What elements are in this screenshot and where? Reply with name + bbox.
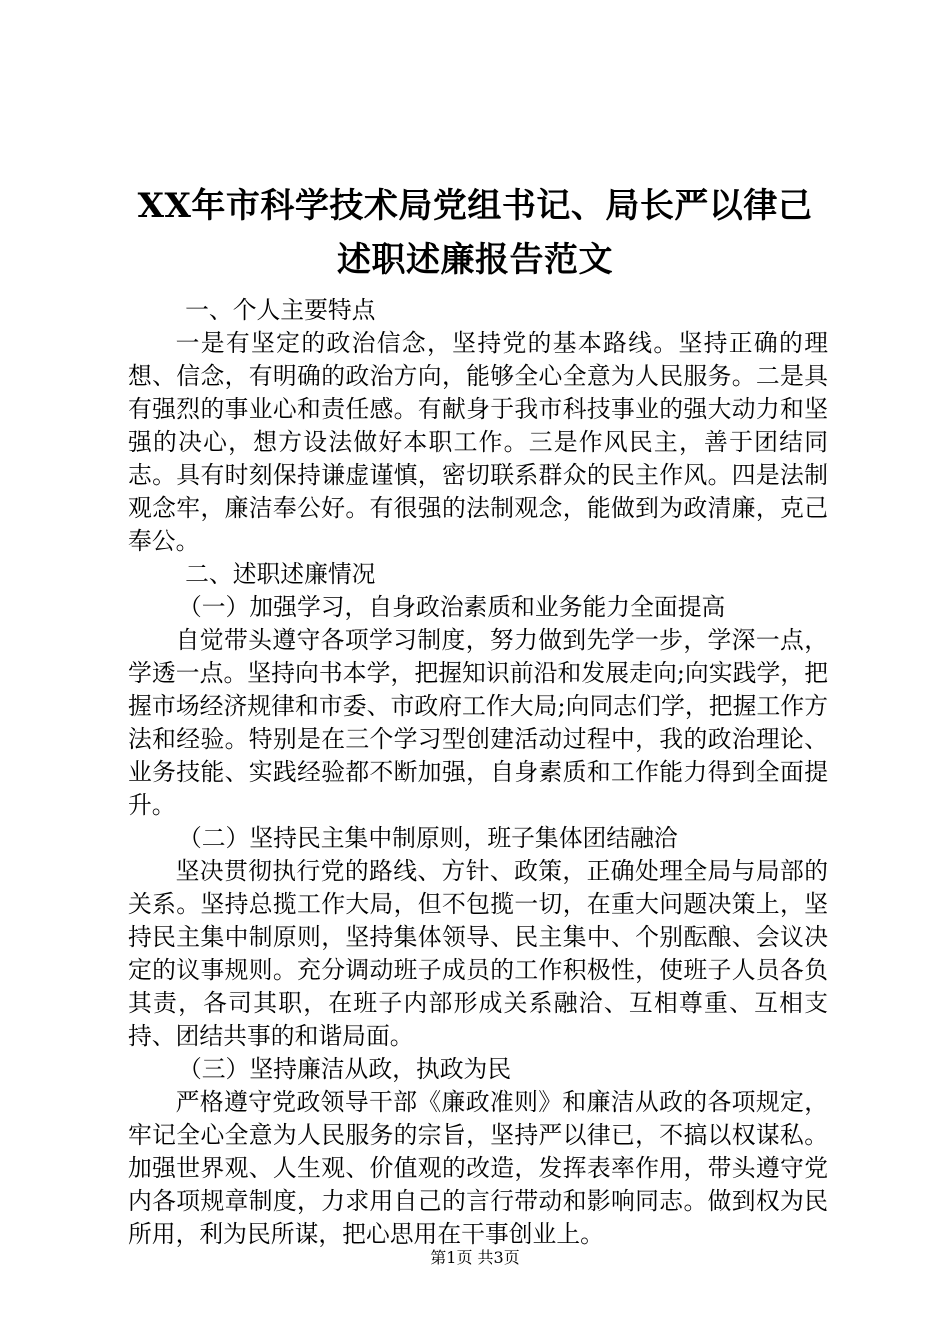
section-heading-2: 二、述职述廉情况 — [185, 560, 376, 588]
page-number-footer: 第1页 共3页 — [430, 1248, 520, 1267]
paragraph-personal-traits: 一是有坚定的政治信念，坚持党的基本路线。坚持正确的理想、信念，有明确的政治方向，能够全心全意为人民服务。二是具有强烈的事业心和责任感。有献身于我市科技事业的强大动力和坚强的决心，想方设法做好本职工作。三是作风民主，善于团结同志。具有时刻保持谦虚谨慎，密切联系群众的民主作风。四是法制观念牢，廉洁奉公好。有很强的法制观念，能做到为政清廉，克己奉公。 — [128, 329, 828, 555]
subsection-heading-3: （三）坚持廉洁从政，执政为民 — [177, 1055, 512, 1083]
document-title-line-2: 述职述廉报告范文 — [337, 240, 613, 280]
paragraph-democratic-centralism: 坚决贯彻执行党的路线、方针、政策，正确处理全局与局部的关系。坚持总揽工作大局，但不包揽一切，在重大问题决策上，坚持民主集中制原则，坚持集体领导、民主集中、个别酝酿、会议决定的议事规则。充分调动班子成员的工作积极性，使班子人员各负其责，各司其职，在班子内部形成关系融洽、互相尊重、互相支持、团结共事的和谐局面。 — [128, 857, 828, 1050]
section-heading-1: 一、个人主要特点 — [185, 296, 376, 324]
subsection-heading-1: （一）加强学习，自身政治素质和业务能力全面提高 — [177, 593, 726, 621]
subsection-heading-2: （二）坚持民主集中制原则，班子集体团结融洽 — [177, 824, 678, 852]
document-title-line-1: XX年市科学技术局党组书记、局长严以律己 — [137, 186, 813, 226]
document-body — [128, 294, 828, 1251]
paragraph-integrity: 严格遵守党政领导干部《廉政准则》和廉洁从政的各项规定，牢记全心全意为人民服务的宗旨，坚持严以律已，不搞以权谋私。加强世界观、人生观、价值观的改造，发挥表率作用，带头遵守党内各项规章制度，力求用自己的言行带动和影响同志。做到权为民所用，利为民所谋，把心思用在干事创业上。 — [128, 1088, 828, 1248]
paragraph-learning: 自觉带头遵守各项学习制度，努力做到先学一步，学深一点，学透一点。坚持向书本学，把握知识前沿和发展走向;向实践学，把握市场经济规律和市委、市政府工作大局;向同志们学，把握工作方法和经验。特别是在三个学习型创建活动过程中，我的政治理论、业务技能、实践经验都不断加强，自身素质和工作能力得到全面提升。 — [128, 626, 828, 819]
